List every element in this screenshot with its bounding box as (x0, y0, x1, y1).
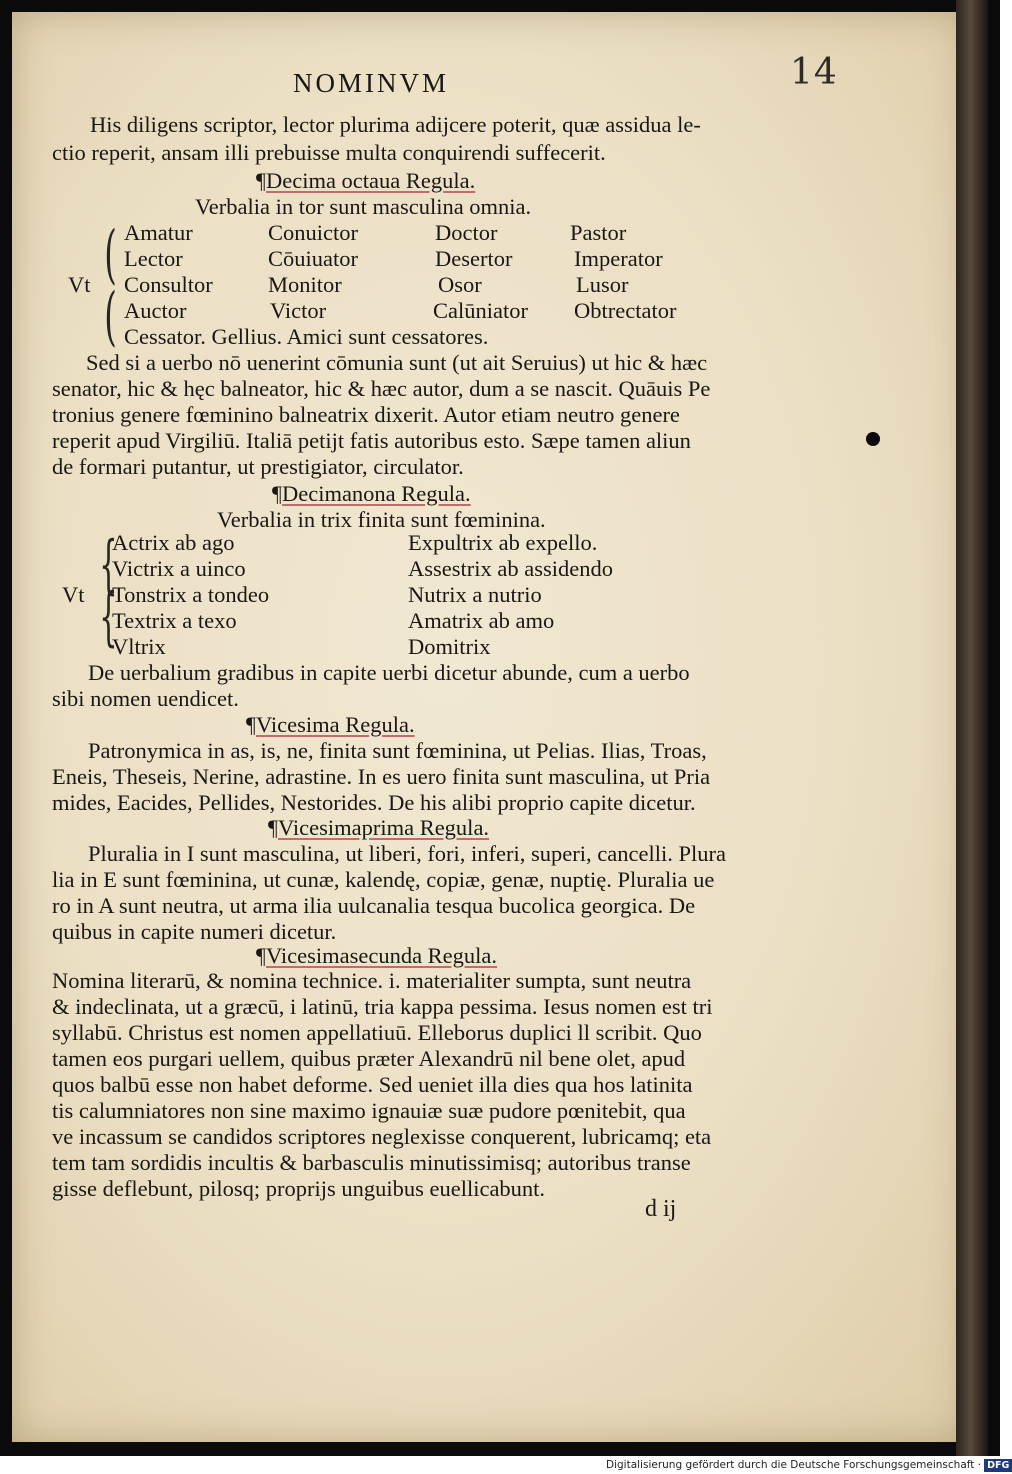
table2-cell: Vltrix (112, 634, 166, 659)
text-line: ctio reperit, ansam illi prebuisse multa conquirendi suffecerit. (52, 140, 606, 165)
text-line: Patronymica in as, is, ne, finita sunt fœminina, ut Pelias. Ilias, Troas, (88, 738, 707, 763)
text-line: lia in E sunt fœminina, ut cunæ, kalendę, copiæ, genæ, nuptię. Pluralia ue (52, 867, 715, 892)
brace-glyph: { (99, 580, 118, 654)
table2-cell: Actrix ab ago (112, 530, 235, 555)
table1-cell: Lusor (576, 272, 629, 297)
table1-cell: Pastor (570, 220, 627, 245)
footer-credit: Digitalisierung gefördert durch die Deutsche Forschungsgemeinschaft · (606, 1459, 982, 1471)
text-line: Nomina literarū, & nomina technice. i. materialiter sumpta, sunt neutra (52, 968, 692, 993)
table2-cell: Textrix a texo (112, 608, 237, 633)
table2-cell: Expultrix ab expello. (408, 530, 598, 555)
text-line: His diligens scriptor, lector plurima adijcere poterit, quæ assidua le- (90, 112, 701, 137)
table2-cell: Victrix a uinco (112, 556, 246, 581)
table1-cell: Auctor (124, 298, 187, 323)
folio-number: 14 (790, 52, 838, 93)
text-line: Sed si a uerbo nō uenerint cōmunia sunt (ut ait Seruius) ut hic & hæc (86, 350, 708, 375)
rule-statement: Verbalia in tor sunt masculina omnia. (195, 194, 532, 219)
signature-mark: d ij (645, 1196, 677, 1222)
pilcrow-mark: ¶ (272, 481, 282, 506)
pilcrow-mark: ¶ (256, 943, 266, 968)
text-line: Pluralia in I sunt masculina, ut liberi, fori, inferi, superi, cancelli. Plura (88, 841, 726, 866)
rule-heading-20 (246, 712, 415, 738)
book-gutter (956, 0, 988, 1456)
text-line: senator, hic & hęc balneator, hic & hæc autor, dum a se nascit. Quāuis Pe (52, 376, 711, 401)
table2-cell: Domitrix (408, 634, 491, 659)
running-header: NOMINVM (293, 68, 449, 98)
ut-label: Vt (68, 272, 91, 297)
brace-glyph: ( (104, 218, 117, 292)
text-line: mides, Eacides, Pellides, Nestorides. De his alibi proprio capite dicetur. (52, 790, 696, 815)
table1-cell: Calūniator (433, 298, 528, 323)
table2-cell: Amatrix ab amo (408, 608, 555, 633)
pilcrow-mark: ¶ (256, 168, 266, 193)
pilcrow-mark: ¶ (246, 712, 256, 737)
text-line: Eneis, Theseis, Nerine, adrastine. In es uero finita sunt masculina, ut Pria (52, 764, 711, 789)
rule-heading-text: Decimanona Regula. (281, 481, 471, 506)
rule-heading-21 (268, 815, 489, 841)
text-line: & indeclinata, ut a græcū, i latinū, tria kappa pessima. Iesus nomen est tri (52, 994, 713, 1019)
rule-heading-18 (256, 168, 475, 194)
text-line: tamen eos purgari uellem, quibus præter Alexandrū nil bene olet, apud (52, 1046, 686, 1071)
pilcrow-mark: ¶ (268, 815, 278, 840)
dfg-logo: DFG (984, 1459, 1012, 1472)
brace-glyph: ( (104, 280, 117, 354)
table1-cell: Imperator (574, 246, 663, 271)
rule-heading-text: Vicesimasecunda Regula. (265, 943, 498, 968)
rule-heading-text: Vicesimaprima Regula. (277, 815, 490, 840)
table1-cell: Lector (124, 246, 183, 271)
text-line: tis calumniatores non sine maximo ignauiæ suæ pudore pœnitebit, qua (52, 1098, 686, 1123)
table1-cell: Doctor (435, 220, 498, 245)
rule-heading-22 (256, 943, 497, 969)
table1-cell: Cōuiuator (268, 246, 358, 271)
text-line: De uerbalium gradibus in capite uerbi dicetur abunde, cum a uerbo (88, 660, 690, 685)
text-line: quos balbū esse non habet deforme. Sed ueniet illa dies qua hos latinita (52, 1072, 693, 1097)
text-line: de formari putantur, ut prestigiator, circulator. (52, 454, 464, 479)
text-line: tronius genere fœminino balneatrix dixerit. Autor etiam neutro genere (52, 402, 680, 427)
table1-cell: Desertor (435, 246, 513, 271)
scan-border (988, 0, 1000, 1456)
text-line: ve incassum se candidos scriptores neglexisse conquerent, lubricamq; eta (52, 1124, 712, 1149)
text-line: gisse deflebunt, pilosq; proprijs unguibus euellicabunt. (52, 1176, 546, 1201)
table1-last-line: Cessator. Gellius. Amici sunt cessatores. (124, 324, 489, 349)
table1-cell: Monitor (268, 272, 342, 297)
table1-cell: Victor (270, 298, 327, 323)
text-line: quibus in capite numeri dicetur. (52, 919, 337, 944)
ink-blot (866, 432, 880, 446)
table1-cell: Conuictor (268, 220, 358, 245)
rule-heading-text: Decima octaua Regula. (265, 168, 476, 193)
rule-statement: Verbalia in trix finita sunt fœminina. (217, 507, 546, 532)
table1-cell: Obtrectator (574, 298, 677, 323)
ut-label: Vt (62, 582, 85, 607)
text-line: sibi nomen uendicet. (52, 686, 239, 711)
rule-heading-19 (272, 481, 471, 507)
table1-cell: Consultor (124, 272, 213, 297)
digitization-footer (606, 1456, 1010, 1474)
rule-heading-text: Vicesima Regula. (255, 712, 415, 737)
text-line: tem tam sordidis incultis & barbasculis minutissimisq; autoribus transe (52, 1150, 691, 1175)
text-line: syllabū. Christus est nomen appellatiuū. Elleborus duplici ll scribit. Quo (52, 1020, 702, 1045)
text-line: reperit apud Virgiliū. Italiā petijt fatis autoribus esto. Sæpe tamen aliun (52, 428, 691, 453)
table2-cell: Tonstrix a tondeo (112, 582, 270, 607)
brace-glyph: { (99, 528, 118, 602)
table1-cell: Osor (438, 272, 482, 297)
table2-cell: Assestrix ab assidendo (408, 556, 613, 581)
text-line: ro in A sunt neutra, ut arma ilia uulcanalia tesqua bucolica georgica. De (52, 893, 696, 918)
table2-cell: Nutrix a nutrio (408, 582, 542, 607)
table1-cell: Amatur (124, 220, 193, 245)
